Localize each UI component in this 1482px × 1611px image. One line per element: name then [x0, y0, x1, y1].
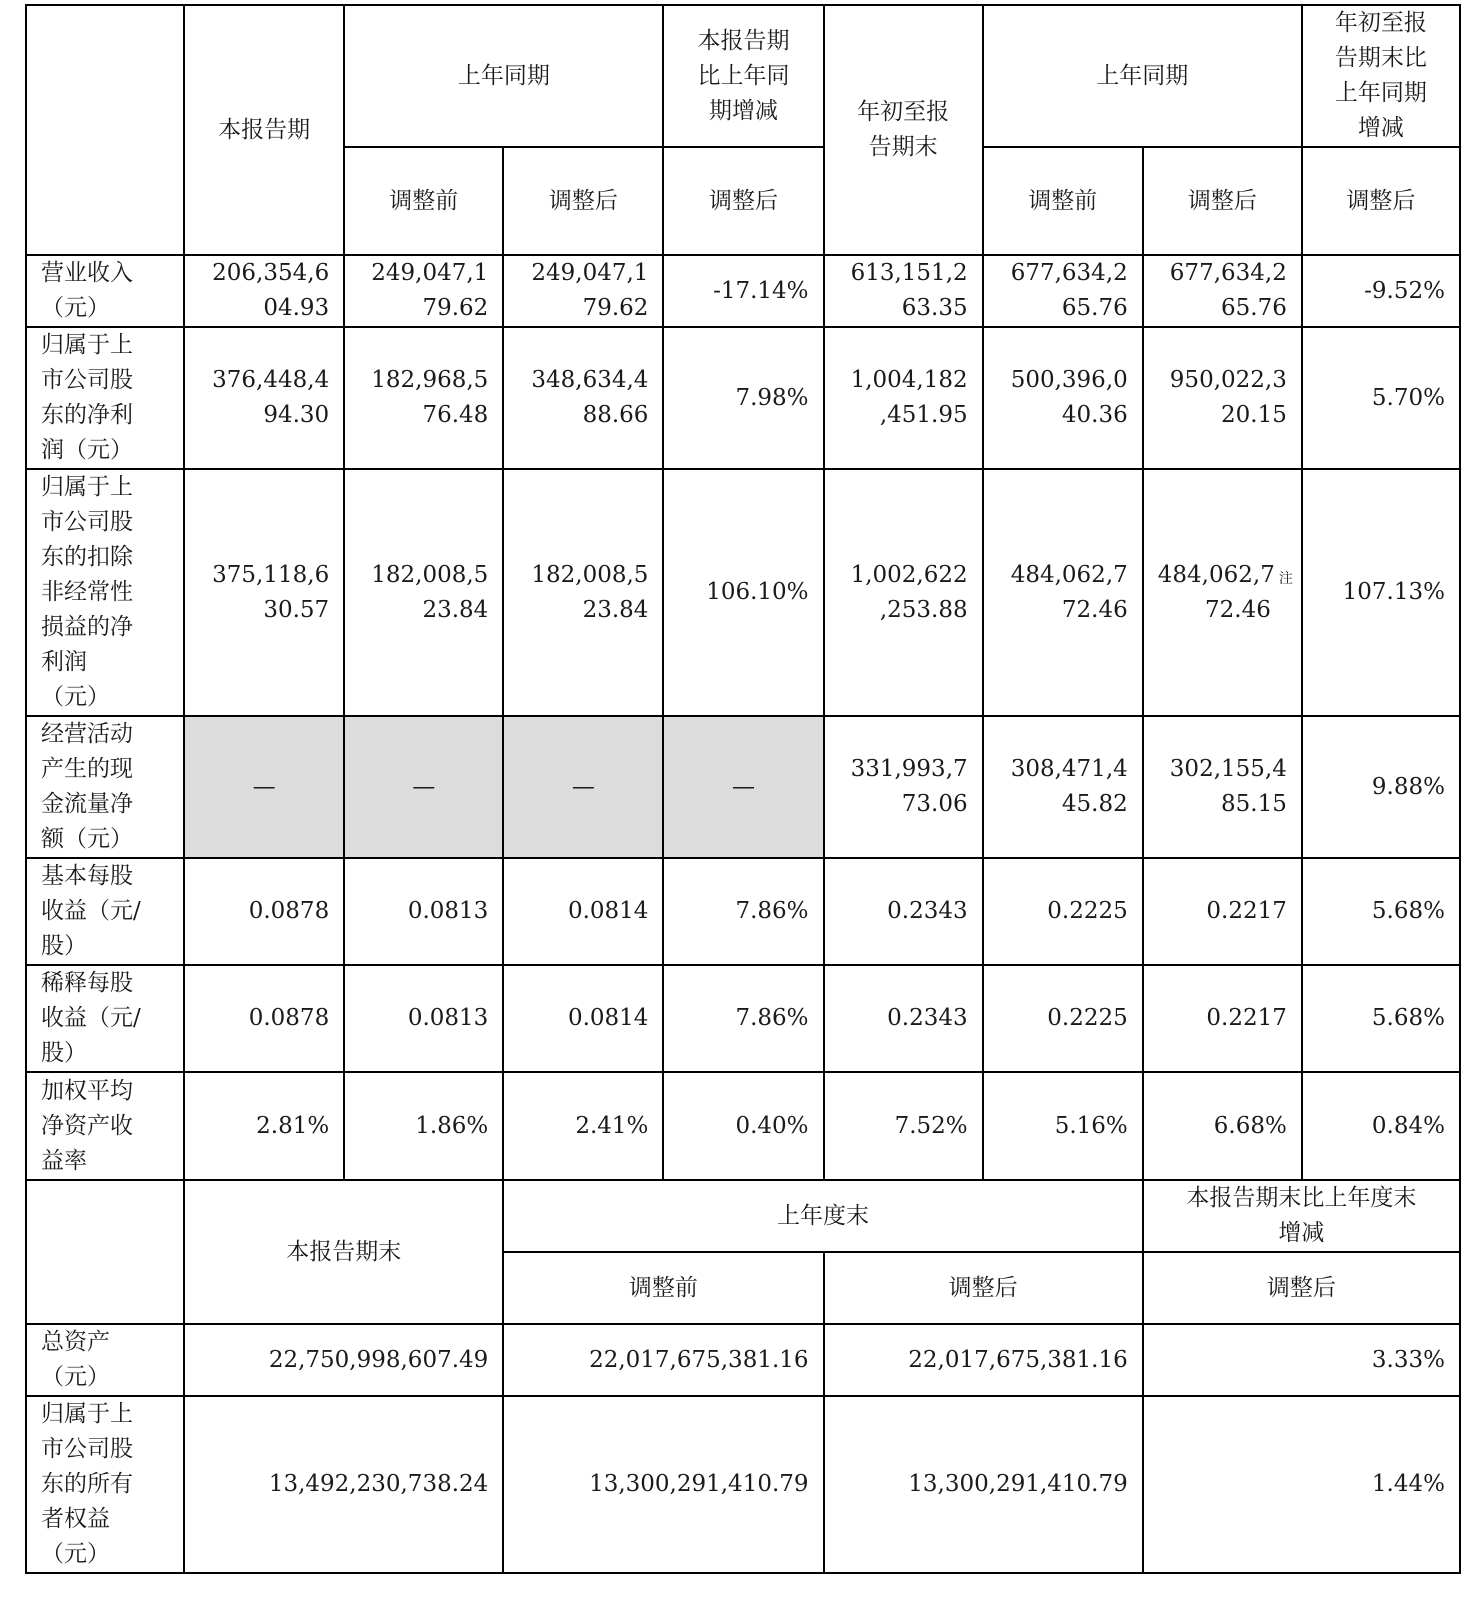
table-cell: 3.33%	[1143, 1324, 1460, 1396]
table-cell: 484,062,7 72.46 注	[1143, 469, 1302, 716]
table-cell: 106.10%	[663, 469, 823, 716]
header-current-period: 本报告期	[184, 5, 344, 255]
table-cell: 375,118,6 30.57	[184, 469, 344, 716]
table-cell: 0.2343	[824, 858, 983, 965]
table-cell: 0.2225	[983, 858, 1143, 965]
table-row	[26, 965, 1460, 1072]
table-cell: 22,017,675,381.16	[824, 1324, 1143, 1396]
table-cell: 0.0813	[344, 858, 503, 965]
table-cell: 0.0813	[344, 965, 503, 1072]
table-cell: 2.81%	[184, 1072, 344, 1180]
table-cell: 182,008,5 23.84	[344, 469, 503, 716]
header-prior-same-period-ytd: 上年同期	[983, 5, 1302, 147]
header-corner-cell	[26, 5, 184, 255]
row-label: 总资产 （元）	[26, 1324, 184, 1396]
footnote-marker: 注	[1278, 570, 1293, 587]
header-after-adjust: 调整后	[1302, 147, 1460, 255]
table-cell: 308,471,4 45.82	[983, 716, 1143, 858]
table-cell: 0.0878	[184, 858, 344, 965]
table-row	[26, 858, 1460, 965]
header-ytd-change: 年初至报 告期末比 上年同期 增减	[1302, 5, 1460, 147]
header-after-adjust: 调整后	[503, 147, 663, 255]
table-row	[26, 1072, 1460, 1180]
table-row	[26, 1324, 1460, 1396]
table-cell: 0.2225	[983, 965, 1143, 1072]
table-cell: 5.16%	[983, 1072, 1143, 1180]
table-cell: 7.98%	[663, 327, 823, 469]
table-cell: 376,448,4 94.30	[184, 327, 344, 469]
table-cell: 0.40%	[663, 1072, 823, 1180]
row-label: 经营活动 产生的现 金流量净 额（元）	[26, 716, 184, 858]
header-prior-same-period: 上年同期	[344, 5, 663, 147]
row-label: 稀释每股 收益（元/ 股）	[26, 965, 184, 1072]
table-cell: 2.41%	[503, 1072, 663, 1180]
table-cell: 249,047,1 79.62	[503, 255, 663, 327]
header-after-adjust: 调整后	[824, 1252, 1143, 1324]
table-cell: 13,300,291,410.79	[503, 1396, 823, 1573]
table-row	[26, 469, 1460, 716]
table-cell-na: —	[663, 716, 823, 858]
table-cell: 22,017,675,381.16	[503, 1324, 823, 1396]
table-cell: -9.52%	[1302, 255, 1460, 327]
row-label: 基本每股 收益（元/ 股）	[26, 858, 184, 965]
table-row	[26, 255, 1460, 327]
header-period-end-change: 本报告期末比上年度末 增减	[1143, 1180, 1460, 1252]
table-cell: 0.2217	[1143, 965, 1302, 1072]
table-cell: 0.0878	[184, 965, 344, 1072]
financial-data-table	[25, 4, 1461, 1574]
table-cell-na: —	[503, 716, 663, 858]
table-cell: 5.68%	[1302, 858, 1460, 965]
table-cell: 613,151,2 63.35	[824, 255, 983, 327]
table-cell: 484,062,7 72.46	[983, 469, 1143, 716]
table-cell: 5.70%	[1302, 327, 1460, 469]
table-row	[26, 1396, 1460, 1573]
table-cell: 107.13%	[1302, 469, 1460, 716]
table-cell: 13,300,291,410.79	[824, 1396, 1143, 1573]
table-row	[26, 327, 1460, 469]
header-before-adjust: 调整前	[503, 1252, 823, 1324]
table-cell: 182,008,5 23.84	[503, 469, 663, 716]
row-label: 归属于上 市公司股 东的扣除 非经常性 损益的净 利润 （元）	[26, 469, 184, 716]
table-cell: 0.0814	[503, 965, 663, 1072]
table-cell: 7.52%	[824, 1072, 983, 1180]
table-cell: 0.2217	[1143, 858, 1302, 965]
table-cell: 22,750,998,607.49	[184, 1324, 503, 1396]
balance-header-corner-cell	[26, 1180, 184, 1324]
header-before-adjust: 调整前	[983, 147, 1143, 255]
table-cell: 1,002,622 ,253.88	[824, 469, 983, 716]
table-cell-na: —	[344, 716, 503, 858]
table-cell: 182,968,5 76.48	[344, 327, 503, 469]
header-before-adjust: 调整前	[344, 147, 503, 255]
table-cell: 249,047,1 79.62	[344, 255, 503, 327]
table-cell: 1.44%	[1143, 1396, 1460, 1573]
header-after-adjust: 调整后	[1143, 1252, 1460, 1324]
table-cell: 5.68%	[1302, 965, 1460, 1072]
header-period-end: 本报告期末	[184, 1180, 503, 1324]
header-prior-year-end: 上年度末	[503, 1180, 1142, 1252]
table-cell: 7.86%	[663, 858, 823, 965]
table-cell: 348,634,4 88.66	[503, 327, 663, 469]
table-cell: 677,634,2 65.76	[983, 255, 1143, 327]
header-period-change: 本报告期 比上年同 期增减	[663, 5, 823, 147]
table-cell: 0.84%	[1302, 1072, 1460, 1180]
table-cell: 9.88%	[1302, 716, 1460, 858]
row-label: 加权平均 净资产收 益率	[26, 1072, 184, 1180]
table-cell: 677,634,2 65.76	[1143, 255, 1302, 327]
table-cell: 0.0814	[503, 858, 663, 965]
table-cell: -17.14%	[663, 255, 823, 327]
header-ytd: 年初至报 告期末	[824, 5, 983, 255]
table-cell: 1.86%	[344, 1072, 503, 1180]
table-cell: 331,993,7 73.06	[824, 716, 983, 858]
table-cell: 206,354,6 04.93	[184, 255, 344, 327]
table-cell: 950,022,3 20.15	[1143, 327, 1302, 469]
row-label: 归属于上 市公司股 东的净利 润（元）	[26, 327, 184, 469]
table-cell: 1,004,182 ,451.95	[824, 327, 983, 469]
table-cell: 7.86%	[663, 965, 823, 1072]
table-cell: 302,155,4 85.15	[1143, 716, 1302, 858]
header-after-adjust: 调整后	[1143, 147, 1302, 255]
row-label: 归属于上 市公司股 东的所有 者权益 （元）	[26, 1396, 184, 1573]
table-cell: 13,492,230,738.24	[184, 1396, 503, 1573]
table-cell-na: —	[184, 716, 344, 858]
table-cell: 0.2343	[824, 965, 983, 1072]
table-cell: 6.68%	[1143, 1072, 1302, 1180]
table-cell: 500,396,0 40.36	[983, 327, 1143, 469]
row-label: 营业收入 （元）	[26, 255, 184, 327]
header-after-adjust: 调整后	[663, 147, 823, 255]
table-row	[26, 716, 1460, 858]
